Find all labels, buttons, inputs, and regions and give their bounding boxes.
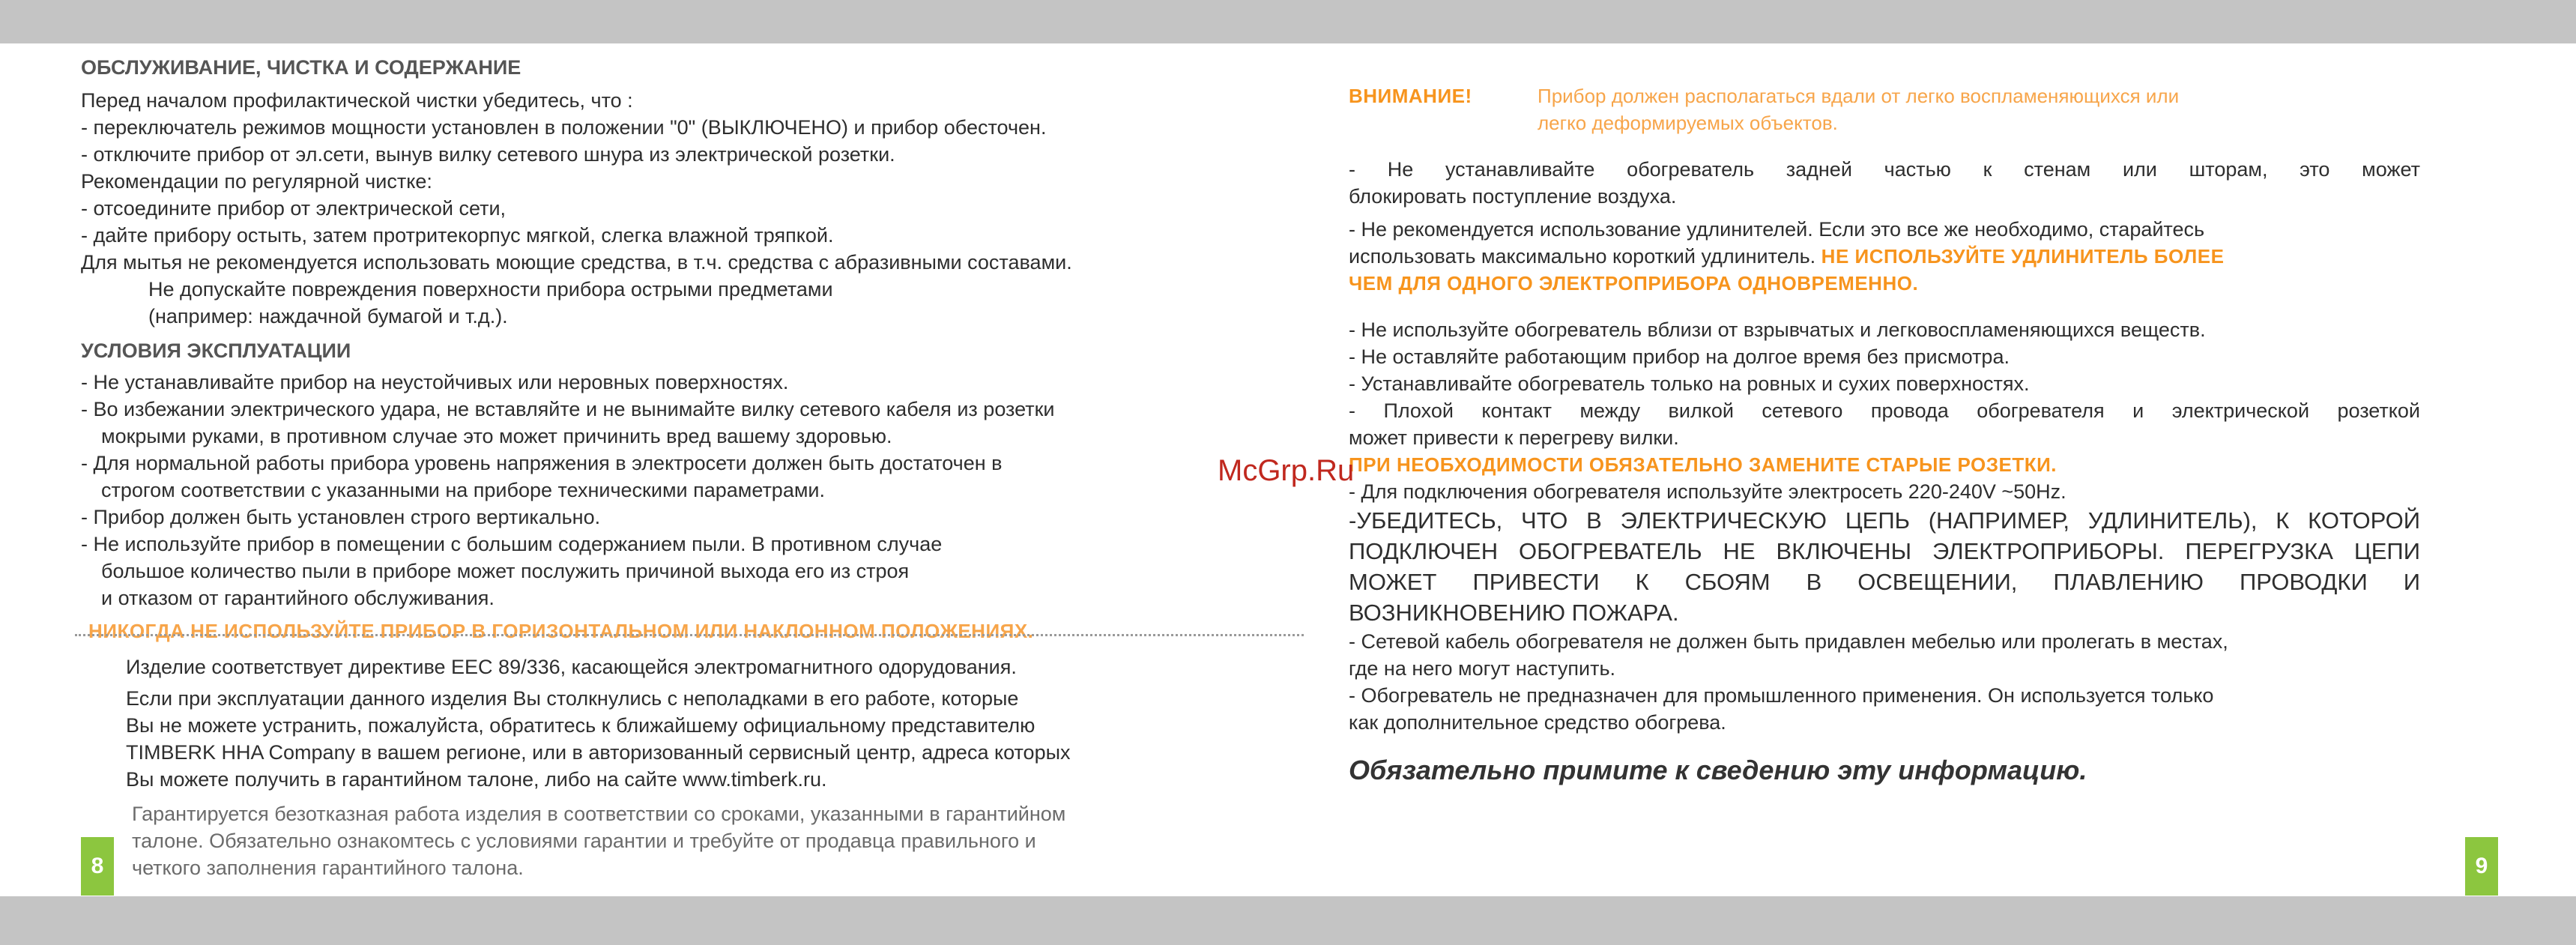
text-line: мокрыми руками, в противном случае это может причинить вред вашему здоровью. [101,425,892,447]
section-heading-maintenance: ОБСЛУЖИВАНИЕ, ЧИСТКА И СОДЕРЖАНИЕ [81,56,521,79]
text-line: где на него могут наступить. [1349,657,1616,680]
text-line: - Прибор должен быть установлен строго вертикально. [81,506,601,528]
text-line: большое количество пыли в приборе может послужить причиной выхода его из строя [101,560,910,582]
text-line: - Обогреватель не предназначен для промышленного применения. Он используется только [1349,684,2214,707]
text-line: - Не используйте прибор в помещении с большим содержанием пыли. В противном случае [81,533,943,555]
text-line: Прибор должен располагаться вдали от легко воспламеняющихся или [1538,85,2180,107]
text-line: Если при эксплуатации данного изделия Вы столкнулись с неполадками в его работе, которые [126,687,1019,710]
text-line: -УБЕДИТЕСЬ, ЧТО В ЭЛЕКТРИЧЕСКУЮ ЦЕПЬ (НАПРИМЕР, УДЛИНИТЕЛЬ), К КОТОРОЙ [1349,507,2420,534]
text-line: и отказом от гарантийного обслуживания. [101,587,495,609]
text-line: - Для подключения обогревателя используйте электросеть 220-240V ~50Hz. [1349,480,2066,503]
left-page-top [81,54,1295,644]
text-line: (например: наждачной бумагой и т.д.). [148,305,508,327]
directive-text: Изделие соответствует директиве ЕЕС 89/336, касающейся электромагнитного одорудования. [126,656,1017,678]
text-line: - Не устанавливайте прибор на неустойчивых или неровных поверхностях. [81,371,789,393]
page-number-9: 9 [2465,837,2498,896]
text-line: - Во избежании электрического удара, не вставляйте и не вынимайте вилку сетевого кабеля из розетки [81,398,1055,420]
text-line: Вы можете получить в гарантийном талоне, либо на сайте www.timberk.ru. [126,768,827,791]
attention-block [1349,82,2420,136]
text-line: МОЖЕТ ПРИВЕСТИ К СБОЯМ В ОСВЕЩЕНИИ, ПЛАВЛЕНИЮ ПРОВОДКИ И [1349,569,2420,595]
closing-note: Обязательно примите к сведению эту информацию. [1349,755,2087,785]
text-line: ПОДКЛЮЧЕН ОБОГРЕВАТЕЛЬ НЕ ВКЛЮЧЕНЫ ЭЛЕКТРОПРИБОРЫ. ПЕРЕГРУЗКА ЦЕПИ [1349,538,2420,564]
text-line: TIMBERK HHA Company в вашем регионе, или в авторизованный сервисный центр, адреса которых [126,741,1071,764]
text-line: Гарантируется безотказная работа изделия в соответствии со сроками, указанными в гарантийном [132,803,1066,825]
text-line: как дополнительное средство обогрева. [1349,711,1726,734]
bottom-band [0,896,2576,945]
text-line: - отключите прибор от эл.сети, вынув вилку сетевого шнура из электрической розетки. [81,143,895,166]
warning-extension-b: ЧЕМ ДЛЯ ОДНОГО ЭЛЕКТРОПРИБОРА ОДНОВРЕМЕННО. [1349,272,1919,295]
section-heading-conditions: УСЛОВИЯ ЭКСПЛУАТАЦИИ [81,339,351,362]
warning-extension-a: НЕ ИСПОЛЬЗУЙТЕ УДЛИНИТЕЛЬ БОЛЕЕ [1821,245,2225,268]
text-line: - Сетевой кабель обогревателя не должен быть придавлен мебелью или пролегать в местах, [1349,630,2228,653]
text-line: может привести к перегреву вилки. [1349,426,1679,449]
text-line: Рекомендации по регулярной чистке: [81,170,432,193]
warning-replace-sockets: ПРИ НЕОБХОДИМОСТИ ОБЯЗАТЕЛЬНО ЗАМЕНИТЕ СТАРЫЕ РОЗЕТКИ. [1349,453,2057,476]
text-line: блокировать поступление воздуха. [1349,185,1677,208]
text-line: ВОЗНИКНОВЕНИЮ ПОЖАРА. [1349,600,1679,626]
right-page [1349,82,2420,784]
text-line: - Устанавливайте обогреватель только на ровных и сухих поверхностях. [1349,372,2030,395]
attention-text [1538,82,2179,136]
text-line: - Плохой контакт между вилкой сетевого провода обогревателя и электрической розеткой [1349,399,2420,422]
text-line: - Не оставляйте работающим прибор на долгое время без присмотра. [1349,345,2010,368]
text-line: - переключатель режимов мощности установлен в положении "0" (ВЫКЛЮЧЕНО) и прибор обесточен. [81,116,1047,139]
left-page-notice [126,653,1295,881]
page-number-8: 8 [81,837,114,896]
warranty-block [126,800,1295,881]
right-body [1349,156,2420,784]
text-line: Не допускайте повреждения поверхности прибора острыми предметами [148,278,833,301]
text-line: четкого заполнения гарантийного талона. [132,857,524,879]
text-line: - Не используйте обогреватель вблизи от взрывчатых и легковоспламеняющихся веществ. [1349,318,2206,341]
text-line: Вы не можете устранить, пожалуйста, обратитесь к ближайшему официальному представителю [126,714,1035,737]
attention-label: ВНИМАНИЕ! [1349,85,1472,107]
text-line: Перед началом профилактической чистки убедитесь, что : [81,89,633,112]
watermark-text: McGrp.Ru [1218,454,1355,487]
text-line: - дайте прибору остыть, затем протритекорпус мягкой, слегка влажной тряпкой. [81,224,834,247]
warning-horizontal: НИКОГДА НЕ ИСПОЛЬЗУЙТЕ ПРИБОР В ГОРИЗОНТАЛЬНОМ ИЛИ НАКЛОННОМ ПОЛОЖЕНИЯХ. [88,620,1034,642]
dotted-divider [75,634,1304,636]
text-line [1349,243,2420,270]
text-line: строгом соответствии с указанными на приборе техническими параметрами. [101,479,825,501]
text-line: - Не рекомендуется использование удлинителей. Если это все же необходимо, старайтесь [1349,218,2205,241]
text-line: - Не устанавливайте обогреватель задней частью к стенам или шторам, это может [1349,158,2420,181]
text-line: - Для нормальной работы прибора уровень напряжения в электросети должен быть достаточен в [81,452,1003,474]
text-line-part: использовать максимально короткий удлинитель. [1349,245,1816,268]
text-line: легко деформируемых объектов. [1538,112,1838,134]
text-line: Для мытья не рекомендуется использовать моющие средства, в т.ч. средства с абразивными составами. [81,251,1072,274]
top-band [0,0,2576,43]
text-line: талоне. Обязательно ознакомтесь с условиями гарантии и требуйте от продавца правильного и [132,830,1036,852]
text-line: - отсоедините прибор от электрической сети, [81,197,507,220]
